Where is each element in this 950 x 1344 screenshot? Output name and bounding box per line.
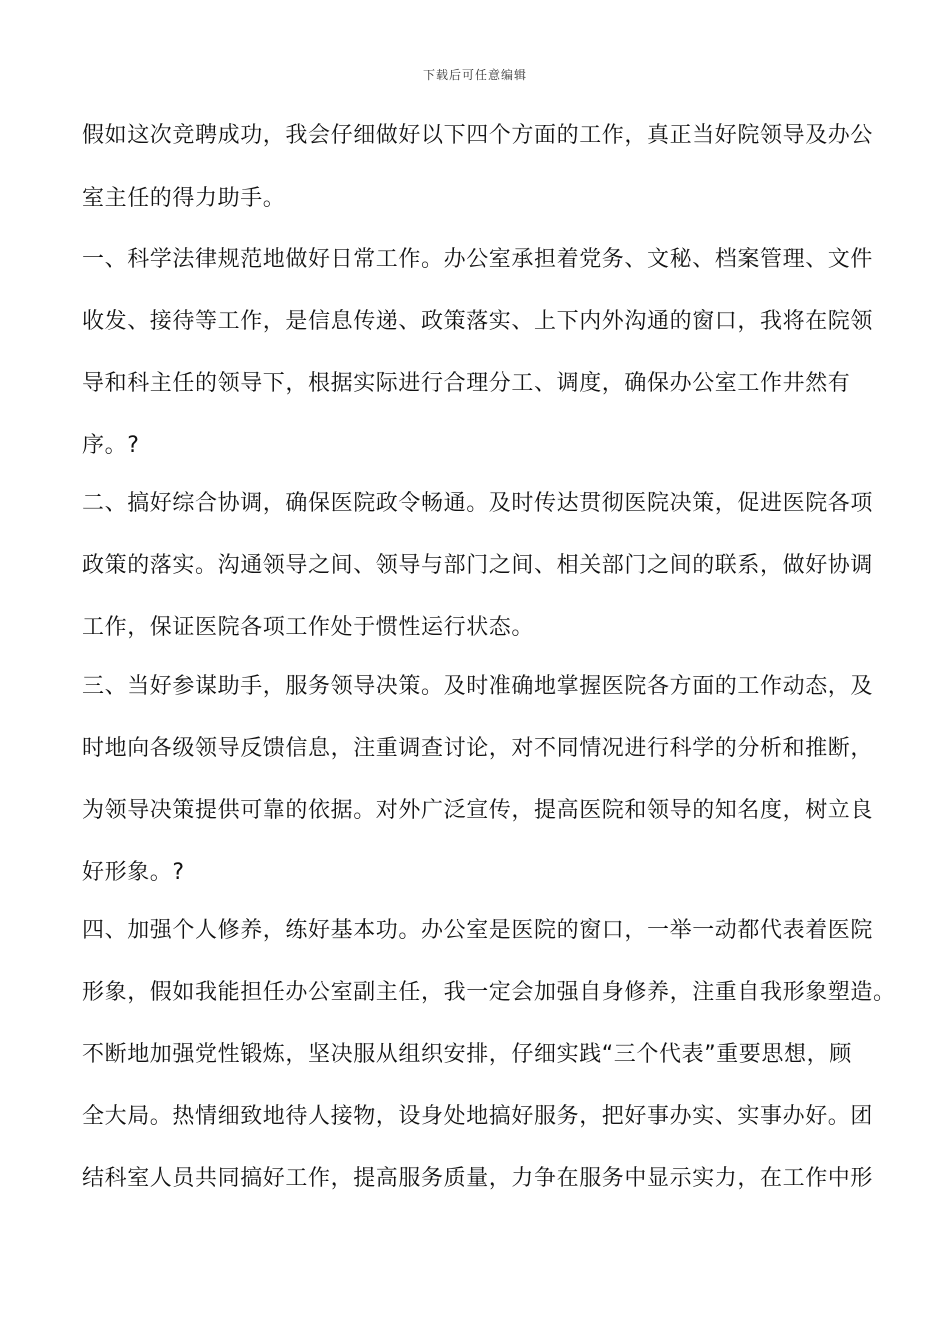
text-line: 一、科学法律规范地做好日常工作。办公室承担着党务、文秘、档案管理、文件 [82, 247, 874, 272]
text-line: 三、当好参谋助手，服务领导决策。及时准确地掌握医院各方面的工作动态，及 [82, 674, 874, 699]
page-header: 下载后可任意编辑 [422, 68, 527, 82]
text-line: 工作，保证医院各项工作处于惯性运行状态。 [82, 615, 535, 640]
text-line: 假如这次竞聘成功，我会仔细做好以下四个方面的工作，真正当好院领导及办公 [82, 123, 874, 148]
text-line: 全大局。热情细致地待人接物，设身处地搞好服务，把好事办实、实事办好。团 [82, 1104, 874, 1129]
text-line: 导和科主任的领导下，根据实际进行合理分工、调度，确保办公室工作井然有 [82, 371, 851, 396]
text-line: 形象，假如我能担任办公室副主任，我一定会加强自身修养，注重自我形象塑造。 [82, 980, 896, 1005]
text-line: 结科室人员共同搞好工作，提高服务质量，力争在服务中显示实力，在工作中形 [82, 1166, 874, 1191]
text-line: 二、搞好综合协调，确保医院政令畅通。及时传达贯彻医院决策，促进医院各项 [82, 491, 874, 516]
text-line: 四、加强个人修养，练好基本功。办公室是医院的窗口，一举一动都代表着医院 [82, 918, 874, 943]
text-line: 时地向各级领导反馈信息，注重调查讨论，对不同情况进行科学的分析和推断， [82, 736, 874, 761]
text-line: 序。? [82, 433, 140, 458]
text-line: 室主任的得力助手。 [82, 186, 286, 211]
text-line: 为领导决策提供可靠的依据。对外广泛宣传，提高医院和领导的知名度，树立良 [82, 798, 874, 823]
text-line: 不断地加强党性锻炼，坚决服从组织安排，仔细实践“三个代表”重要思想，顾 [82, 1042, 852, 1067]
text-line: 政策的落实。沟通领导之间、领导与部门之间、相关部门之间的联系，做好协调 [82, 553, 874, 578]
text-line: 收发、接待等工作，是信息传递、政策落实、上下内外沟通的窗口，我将在院领 [82, 309, 874, 334]
text-line: 好形象。? [82, 860, 185, 885]
